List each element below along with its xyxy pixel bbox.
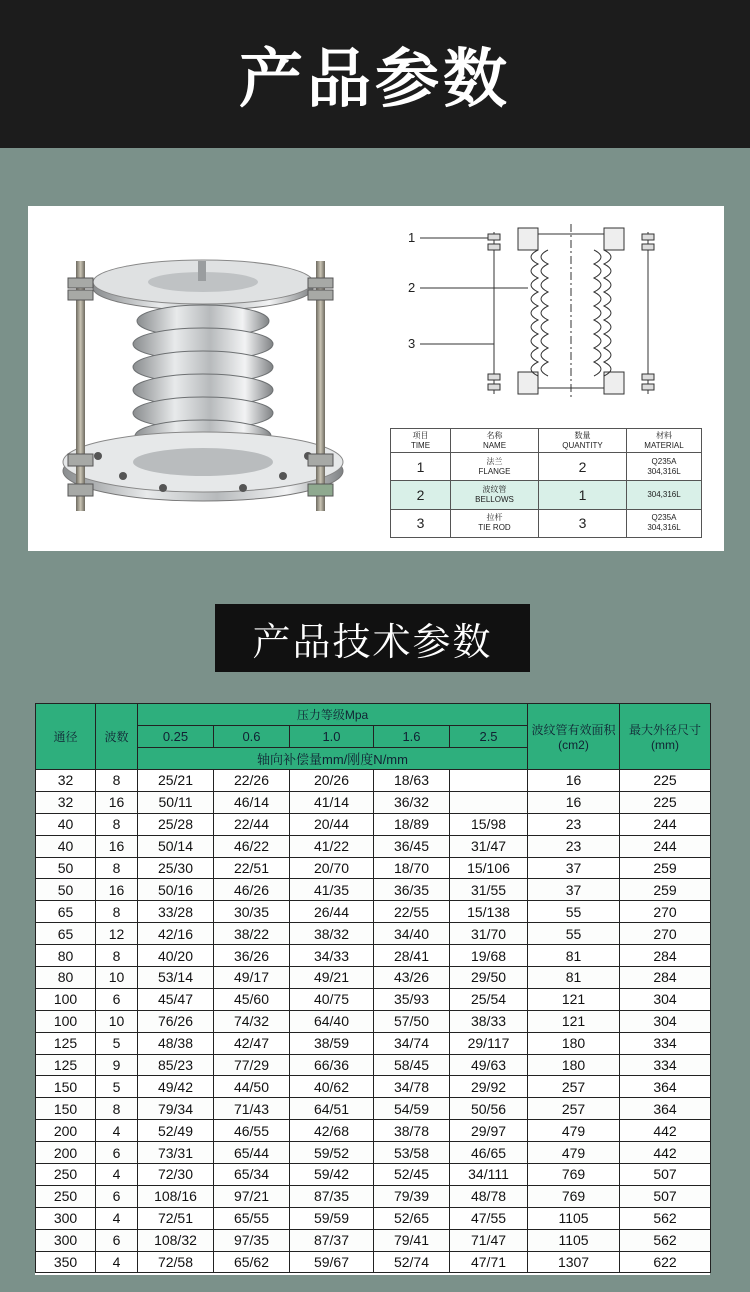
table-row — [36, 1229, 711, 1251]
header-pressure-level: 1.6 — [374, 726, 450, 748]
bellows-diagram — [388, 214, 718, 414]
table-row — [36, 1010, 711, 1032]
table-cell: 8 — [96, 770, 138, 792]
table-row — [36, 791, 711, 813]
table-cell: 22/55 — [374, 901, 450, 923]
table-row — [36, 813, 711, 835]
table-cell: 180 — [528, 1054, 620, 1076]
page-title: 产品参数 — [239, 43, 511, 117]
table-cell: 48/38 — [138, 1032, 214, 1054]
table-cell: 10 — [96, 967, 138, 989]
table-cell: 46/26 — [214, 879, 290, 901]
table-cell: 35/93 — [374, 988, 450, 1010]
table-row — [36, 945, 711, 967]
table-cell: 507 — [620, 1164, 711, 1186]
table-cell: 34/111 — [450, 1164, 528, 1186]
table-cell: 71/47 — [450, 1229, 528, 1251]
table-cell: 19/68 — [450, 945, 528, 967]
table-cell: 20/44 — [290, 813, 374, 835]
table-cell: 25/21 — [138, 770, 214, 792]
table-cell: 52/45 — [374, 1164, 450, 1186]
table-cell: 769 — [528, 1164, 620, 1186]
table-cell: 36/26 — [214, 945, 290, 967]
table-cell: 34/78 — [374, 1076, 450, 1098]
table-cell: 31/55 — [450, 879, 528, 901]
table-cell: 55 — [528, 901, 620, 923]
table-cell: 442 — [620, 1120, 711, 1142]
header-compensation: 轴向补偿量mm/刚度N/mm — [138, 748, 528, 770]
table-cell: 38/59 — [290, 1032, 374, 1054]
table-cell: 52/74 — [374, 1251, 450, 1273]
table-cell: 250 — [36, 1164, 96, 1186]
table-row — [36, 923, 711, 945]
table-cell: 40/75 — [290, 988, 374, 1010]
parts-table — [390, 428, 702, 538]
table-cell: 26/44 — [290, 901, 374, 923]
table-cell: 59/67 — [290, 1251, 374, 1273]
table-cell: 121 — [528, 1010, 620, 1032]
table-cell: 16 — [96, 879, 138, 901]
parts-row: 3 拉杆 TIE ROD 3 Q235A 304,316L — [391, 509, 702, 537]
table-cell: 65/44 — [214, 1142, 290, 1164]
table-cell: 50/14 — [138, 835, 214, 857]
table-cell: 44/50 — [214, 1076, 290, 1098]
table-cell: 150 — [36, 1098, 96, 1120]
table-cell: 16 — [96, 791, 138, 813]
table-cell: 37 — [528, 879, 620, 901]
table-cell: 66/36 — [290, 1054, 374, 1076]
table-row — [36, 901, 711, 923]
table-cell: 48/78 — [450, 1185, 528, 1207]
table-cell: 50/11 — [138, 791, 214, 813]
table-cell: 38/22 — [214, 923, 290, 945]
table-cell: 42/47 — [214, 1032, 290, 1054]
table-cell: 23 — [528, 813, 620, 835]
table-cell: 22/26 — [214, 770, 290, 792]
table-cell: 150 — [36, 1076, 96, 1098]
table-cell: 77/29 — [214, 1054, 290, 1076]
table-cell: 97/35 — [214, 1229, 290, 1251]
table-cell: 257 — [528, 1098, 620, 1120]
table-cell: 225 — [620, 791, 711, 813]
table-cell: 12 — [96, 923, 138, 945]
table-cell: 8 — [96, 813, 138, 835]
table-cell: 38/78 — [374, 1120, 450, 1142]
table-cell: 74/32 — [214, 1010, 290, 1032]
table-cell: 507 — [620, 1185, 711, 1207]
table-cell: 1105 — [528, 1229, 620, 1251]
spec-table — [35, 703, 711, 1273]
table-cell: 45/47 — [138, 988, 214, 1010]
table-row — [36, 770, 711, 792]
table-cell: 244 — [620, 813, 711, 835]
table-cell: 8 — [96, 945, 138, 967]
table-cell: 40/62 — [290, 1076, 374, 1098]
table-cell: 79/39 — [374, 1185, 450, 1207]
table-cell: 622 — [620, 1251, 711, 1273]
table-cell: 6 — [96, 1142, 138, 1164]
table-cell: 562 — [620, 1207, 711, 1229]
table-cell: 6 — [96, 1229, 138, 1251]
table-cell: 121 — [528, 988, 620, 1010]
table-cell: 52/49 — [138, 1120, 214, 1142]
spec-table-panel — [35, 703, 710, 1275]
table-cell: 73/31 — [138, 1142, 214, 1164]
table-cell: 16 — [528, 791, 620, 813]
header-pressure-level: 1.0 — [290, 726, 374, 748]
table-cell: 180 — [528, 1032, 620, 1054]
table-cell: 6 — [96, 1185, 138, 1207]
table-cell: 108/32 — [138, 1229, 214, 1251]
table-cell: 49/17 — [214, 967, 290, 989]
table-cell: 29/97 — [450, 1120, 528, 1142]
table-cell: 59/52 — [290, 1142, 374, 1164]
table-cell: 36/32 — [374, 791, 450, 813]
table-cell: 270 — [620, 923, 711, 945]
table-cell: 59/42 — [290, 1164, 374, 1186]
table-cell: 46/55 — [214, 1120, 290, 1142]
table-cell: 54/59 — [374, 1098, 450, 1120]
table-cell: 20/70 — [290, 857, 374, 879]
table-cell: 53/14 — [138, 967, 214, 989]
table-cell: 284 — [620, 967, 711, 989]
table-row — [36, 1076, 711, 1098]
table-cell: 270 — [620, 901, 711, 923]
table-cell: 50 — [36, 879, 96, 901]
header-dn: 通径 — [36, 704, 96, 770]
table-cell: 41/14 — [290, 791, 374, 813]
table-cell: 108/16 — [138, 1185, 214, 1207]
table-cell: 8 — [96, 857, 138, 879]
table-cell: 22/44 — [214, 813, 290, 835]
table-cell: 34/40 — [374, 923, 450, 945]
table-cell: 8 — [96, 901, 138, 923]
table-cell: 334 — [620, 1032, 711, 1054]
table-cell: 72/30 — [138, 1164, 214, 1186]
table-cell: 64/40 — [290, 1010, 374, 1032]
parts-header-item: 项目 TIME — [391, 429, 451, 453]
table-cell: 1307 — [528, 1251, 620, 1273]
table-cell: 50/56 — [450, 1098, 528, 1120]
table-cell: 125 — [36, 1032, 96, 1054]
table-cell: 304 — [620, 988, 711, 1010]
table-cell: 32 — [36, 791, 96, 813]
table-cell: 71/43 — [214, 1098, 290, 1120]
table-cell: 40/20 — [138, 945, 214, 967]
table-cell: 41/35 — [290, 879, 374, 901]
table-cell: 53/58 — [374, 1142, 450, 1164]
table-cell: 52/65 — [374, 1207, 450, 1229]
table-cell: 300 — [36, 1229, 96, 1251]
parts-header-material: 材料 MATERIAL — [627, 429, 702, 453]
table-cell: 81 — [528, 945, 620, 967]
table-row — [36, 1098, 711, 1120]
table-cell: 15/106 — [450, 857, 528, 879]
table-cell: 304 — [620, 1010, 711, 1032]
table-cell: 85/23 — [138, 1054, 214, 1076]
table-cell: 16 — [528, 770, 620, 792]
product-figure-panel — [28, 206, 724, 551]
table-cell: 259 — [620, 857, 711, 879]
table-cell: 100 — [36, 988, 96, 1010]
table-row — [36, 967, 711, 989]
table-cell: 100 — [36, 1010, 96, 1032]
page-header — [0, 0, 750, 148]
table-cell: 36/35 — [374, 879, 450, 901]
table-cell: 47/71 — [450, 1251, 528, 1273]
table-cell: 257 — [528, 1076, 620, 1098]
table-cell: 72/58 — [138, 1251, 214, 1273]
table-cell: 5 — [96, 1032, 138, 1054]
parts-header-qty: 数量 QUANTITY — [539, 429, 627, 453]
table-cell: 76/26 — [138, 1010, 214, 1032]
section-title: 产品技术参数 — [252, 619, 493, 664]
table-cell: 87/35 — [290, 1185, 374, 1207]
table-cell: 25/28 — [138, 813, 214, 835]
header-pressure-level: 0.6 — [214, 726, 290, 748]
table-cell: 40 — [36, 835, 96, 857]
table-cell: 10 — [96, 1010, 138, 1032]
table-cell: 29/117 — [450, 1032, 528, 1054]
table-cell: 38/33 — [450, 1010, 528, 1032]
table-cell: 42/16 — [138, 923, 214, 945]
table-cell: 18/63 — [374, 770, 450, 792]
table-cell: 79/41 — [374, 1229, 450, 1251]
table-cell: 49/42 — [138, 1076, 214, 1098]
table-cell: 33/28 — [138, 901, 214, 923]
table-cell: 65 — [36, 923, 96, 945]
table-row — [36, 1120, 711, 1142]
table-cell: 46/65 — [450, 1142, 528, 1164]
diagram-label-2: 2 — [408, 280, 416, 295]
table-cell: 65/55 — [214, 1207, 290, 1229]
table-cell: 65/62 — [214, 1251, 290, 1273]
table-cell: 34/33 — [290, 945, 374, 967]
table-cell: 20/26 — [290, 770, 374, 792]
table-row — [36, 1185, 711, 1207]
table-cell: 22/51 — [214, 857, 290, 879]
table-cell: 34/74 — [374, 1032, 450, 1054]
table-cell: 15/98 — [450, 813, 528, 835]
table-cell: 45/60 — [214, 988, 290, 1010]
table-cell: 5 — [96, 1076, 138, 1098]
diagram-label-3: 3 — [408, 336, 416, 351]
table-cell — [450, 770, 528, 792]
diagram-label-1: 1 — [408, 230, 416, 245]
table-cell: 49/63 — [450, 1054, 528, 1076]
table-cell: 49/21 — [290, 967, 374, 989]
table-cell: 350 — [36, 1251, 96, 1273]
table-cell: 300 — [36, 1207, 96, 1229]
table-cell: 250 — [36, 1185, 96, 1207]
table-cell: 125 — [36, 1054, 96, 1076]
table-cell: 28/41 — [374, 945, 450, 967]
table-cell: 479 — [528, 1142, 620, 1164]
header-pressure-level: 0.25 — [138, 726, 214, 748]
table-cell: 6 — [96, 988, 138, 1010]
table-cell: 4 — [96, 1120, 138, 1142]
table-cell: 31/70 — [450, 923, 528, 945]
header-od: 最大外径尺寸 (mm) — [620, 704, 711, 770]
table-cell: 4 — [96, 1251, 138, 1273]
table-cell: 64/51 — [290, 1098, 374, 1120]
table-cell: 562 — [620, 1229, 711, 1251]
table-cell: 4 — [96, 1164, 138, 1186]
product-photo — [38, 226, 368, 536]
table-cell: 41/22 — [290, 835, 374, 857]
table-row — [36, 879, 711, 901]
table-cell: 225 — [620, 770, 711, 792]
table-cell: 87/37 — [290, 1229, 374, 1251]
header-pressure-level: 2.5 — [450, 726, 528, 748]
table-cell: 9 — [96, 1054, 138, 1076]
table-cell: 4 — [96, 1207, 138, 1229]
table-cell: 8 — [96, 1098, 138, 1120]
section-title-box — [215, 604, 530, 672]
table-row — [36, 988, 711, 1010]
table-cell: 46/14 — [214, 791, 290, 813]
table-cell: 65/34 — [214, 1164, 290, 1186]
parts-row: 2 波纹管 BELLOWS 1 304,316L — [391, 481, 702, 509]
table-cell: 200 — [36, 1120, 96, 1142]
table-cell: 81 — [528, 967, 620, 989]
table-cell: 50/16 — [138, 879, 214, 901]
table-cell: 59/59 — [290, 1207, 374, 1229]
table-row — [36, 1142, 711, 1164]
table-row — [36, 857, 711, 879]
table-cell: 65 — [36, 901, 96, 923]
table-cell: 31/47 — [450, 835, 528, 857]
header-pressure: 压力等级Mpa — [138, 704, 528, 726]
table-cell: 97/21 — [214, 1185, 290, 1207]
table-cell: 244 — [620, 835, 711, 857]
table-row — [36, 1251, 711, 1273]
table-cell: 50 — [36, 857, 96, 879]
table-row — [36, 1164, 711, 1186]
table-cell: 32 — [36, 770, 96, 792]
table-cell: 57/50 — [374, 1010, 450, 1032]
table-row — [36, 1054, 711, 1076]
table-row — [36, 835, 711, 857]
table-cell: 769 — [528, 1185, 620, 1207]
header-waves: 波数 — [96, 704, 138, 770]
table-cell: 40 — [36, 813, 96, 835]
table-cell: 29/50 — [450, 967, 528, 989]
table-cell: 47/55 — [450, 1207, 528, 1229]
table-cell — [450, 791, 528, 813]
table-cell: 72/51 — [138, 1207, 214, 1229]
table-row — [36, 1207, 711, 1229]
table-cell: 364 — [620, 1098, 711, 1120]
table-cell: 25/54 — [450, 988, 528, 1010]
table-cell: 37 — [528, 857, 620, 879]
table-row — [36, 1032, 711, 1054]
table-cell: 43/26 — [374, 967, 450, 989]
table-cell: 18/70 — [374, 857, 450, 879]
table-cell: 29/92 — [450, 1076, 528, 1098]
table-cell: 334 — [620, 1054, 711, 1076]
table-cell: 46/22 — [214, 835, 290, 857]
table-cell: 364 — [620, 1076, 711, 1098]
table-cell: 15/138 — [450, 901, 528, 923]
table-cell: 18/89 — [374, 813, 450, 835]
parts-header-name: 名称 NAME — [451, 429, 539, 453]
table-cell: 55 — [528, 923, 620, 945]
table-cell: 16 — [96, 835, 138, 857]
parts-row: 1 法兰 FLANGE 2 Q235A 304,316L — [391, 453, 702, 481]
table-cell: 23 — [528, 835, 620, 857]
table-cell: 200 — [36, 1142, 96, 1164]
table-cell: 30/35 — [214, 901, 290, 923]
table-cell: 442 — [620, 1142, 711, 1164]
table-cell: 58/45 — [374, 1054, 450, 1076]
table-cell: 80 — [36, 945, 96, 967]
table-cell: 1105 — [528, 1207, 620, 1229]
table-cell: 284 — [620, 945, 711, 967]
table-cell: 79/34 — [138, 1098, 214, 1120]
table-cell: 42/68 — [290, 1120, 374, 1142]
table-cell: 479 — [528, 1120, 620, 1142]
table-cell: 36/45 — [374, 835, 450, 857]
table-cell: 80 — [36, 967, 96, 989]
table-cell: 259 — [620, 879, 711, 901]
table-cell: 38/32 — [290, 923, 374, 945]
header-area: 波纹管有效面积 (cm2) — [528, 704, 620, 770]
table-cell: 25/30 — [138, 857, 214, 879]
